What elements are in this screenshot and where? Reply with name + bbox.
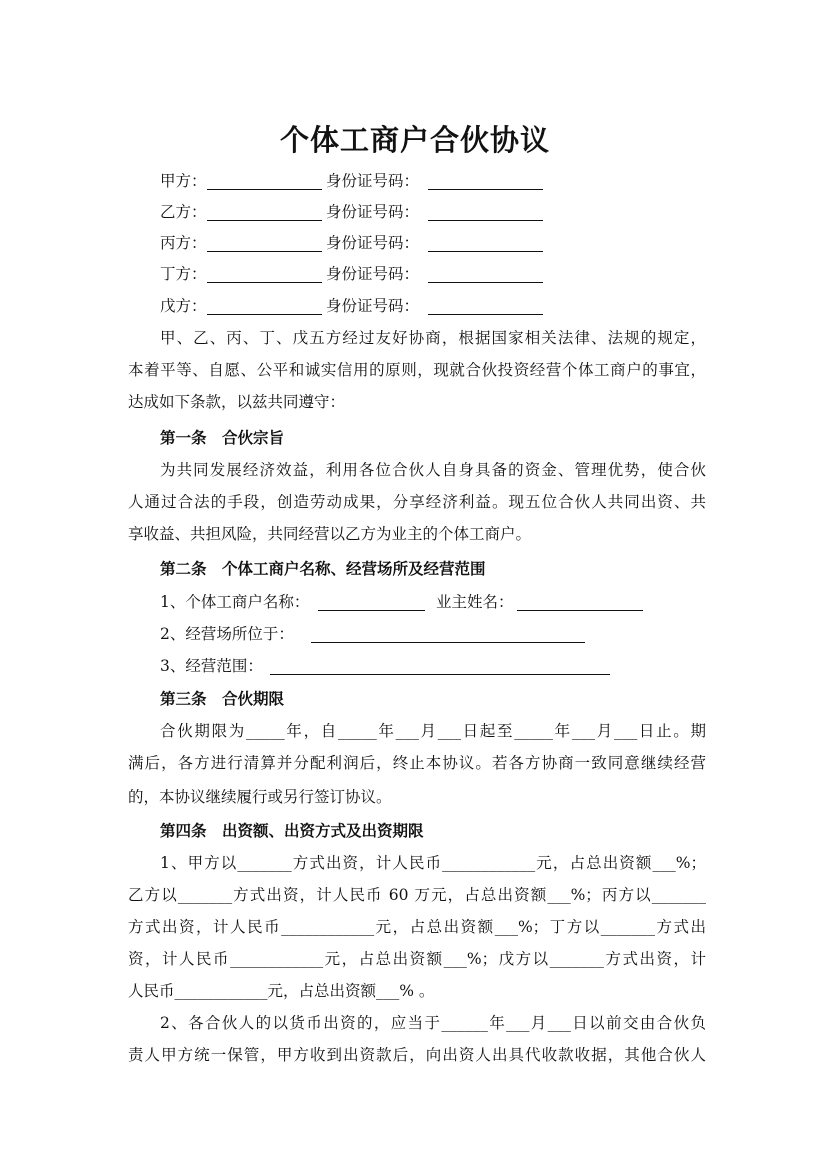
id-number-field[interactable]	[428, 296, 543, 315]
id-number-field[interactable]	[428, 264, 543, 283]
party-label: 戊方：	[160, 297, 207, 315]
article-4-line: 2、各合伙人的以货币出资的，应当于______年___月___日以前交由合伙负	[160, 1014, 706, 1032]
article-1-heading: 第一条 合伙宗旨	[160, 429, 285, 447]
owner-name-field[interactable]	[517, 592, 643, 611]
id-number-field[interactable]	[428, 171, 543, 190]
id-label: 身份证号码：	[326, 265, 420, 283]
article-1-line: 享收益、共担风险，共同经营以乙方为业主的个体工商户。	[128, 525, 532, 543]
document-title: 个体工商户合伙协议	[279, 123, 550, 157]
preamble-line: 达成如下条款，以兹共同遵守：	[128, 393, 346, 411]
article-4-line: 方式出资，计人民币____________元，占总出资额___%；丁方以_______方式出	[128, 918, 706, 936]
id-number-field[interactable]	[428, 202, 543, 221]
id-number-field[interactable]	[428, 233, 543, 252]
id-label: 身份证号码：	[326, 203, 420, 221]
party-name-field[interactable]	[207, 296, 322, 315]
id-label: 身份证号码：	[326, 297, 420, 315]
article-3-heading: 第三条 合伙期限	[160, 690, 285, 708]
party-label: 丁方：	[160, 265, 207, 283]
preamble-line: 本着平等、自愿、公平和诚实信用的原则，现就合伙投资经营个体工商户的事宜，	[128, 361, 706, 379]
article-3-line: 合伙期限为_____年，自_____年___月___日起至_____年___月___日止。期	[160, 722, 706, 740]
article-3-line: 的，本协议继续履行或另行签订协议。	[128, 788, 392, 806]
article-4-line: 人民币____________元，占总出资额___% 。	[128, 982, 435, 1000]
article-1-line: 人通过合法的手段，创造劳动成果，分享经济利益。现五位合伙人共同出资、共	[128, 493, 706, 511]
scope-label: 3、经营范围：	[160, 657, 263, 675]
location-label: 2、经营场所位于：	[160, 625, 294, 643]
owner-name-label: 业主姓名：	[436, 593, 514, 611]
party-label: 丙方：	[160, 234, 207, 252]
article-4-line: 乙方以_______方式出资，计人民币 60 万元，占总出资额___%；丙方以_______	[128, 886, 706, 904]
article-1-line: 为共同发展经济效益，利用各位合伙人自身具备的资金、管理优势，使合伙	[160, 461, 706, 479]
article-2-heading: 第二条 个体工商户名称、经营场所及经营范围	[160, 560, 486, 578]
party-name-field[interactable]	[207, 233, 322, 252]
party-name-field[interactable]	[207, 171, 322, 190]
id-label: 身份证号码：	[326, 172, 420, 190]
id-label: 身份证号码：	[326, 234, 420, 252]
party-label: 乙方：	[160, 203, 207, 221]
article-3-line: 满后，各方进行清算并分配利润后，终止本协议。若各方协商一致同意继续经营	[128, 754, 706, 772]
location-field[interactable]	[311, 624, 585, 643]
article-4-line: 资，计人民币____________元，占总出资额___%；戊方以_______方式出资，计	[128, 950, 706, 968]
article-4-heading: 第四条 出资额、出资方式及出资期限	[160, 822, 424, 840]
scope-field[interactable]	[270, 656, 610, 675]
party-name-field[interactable]	[207, 264, 322, 283]
business-name-label: 1、个体工商户名称：	[160, 593, 310, 611]
preamble-line: 甲、乙、丙、丁、戊五方经过友好协商，根据国家相关法律、法规的规定，	[160, 329, 706, 347]
article-4-line: 责人甲方统一保管，甲方收到出资款后，向出资人出具代收款收据，其他合伙人	[128, 1046, 706, 1064]
article-4-line: 1、甲方以_______方式出资，计人民币____________元，占总出资额___%；	[160, 854, 706, 872]
party-name-field[interactable]	[207, 202, 322, 221]
party-label: 甲方：	[160, 172, 207, 190]
business-name-field[interactable]	[318, 592, 425, 611]
